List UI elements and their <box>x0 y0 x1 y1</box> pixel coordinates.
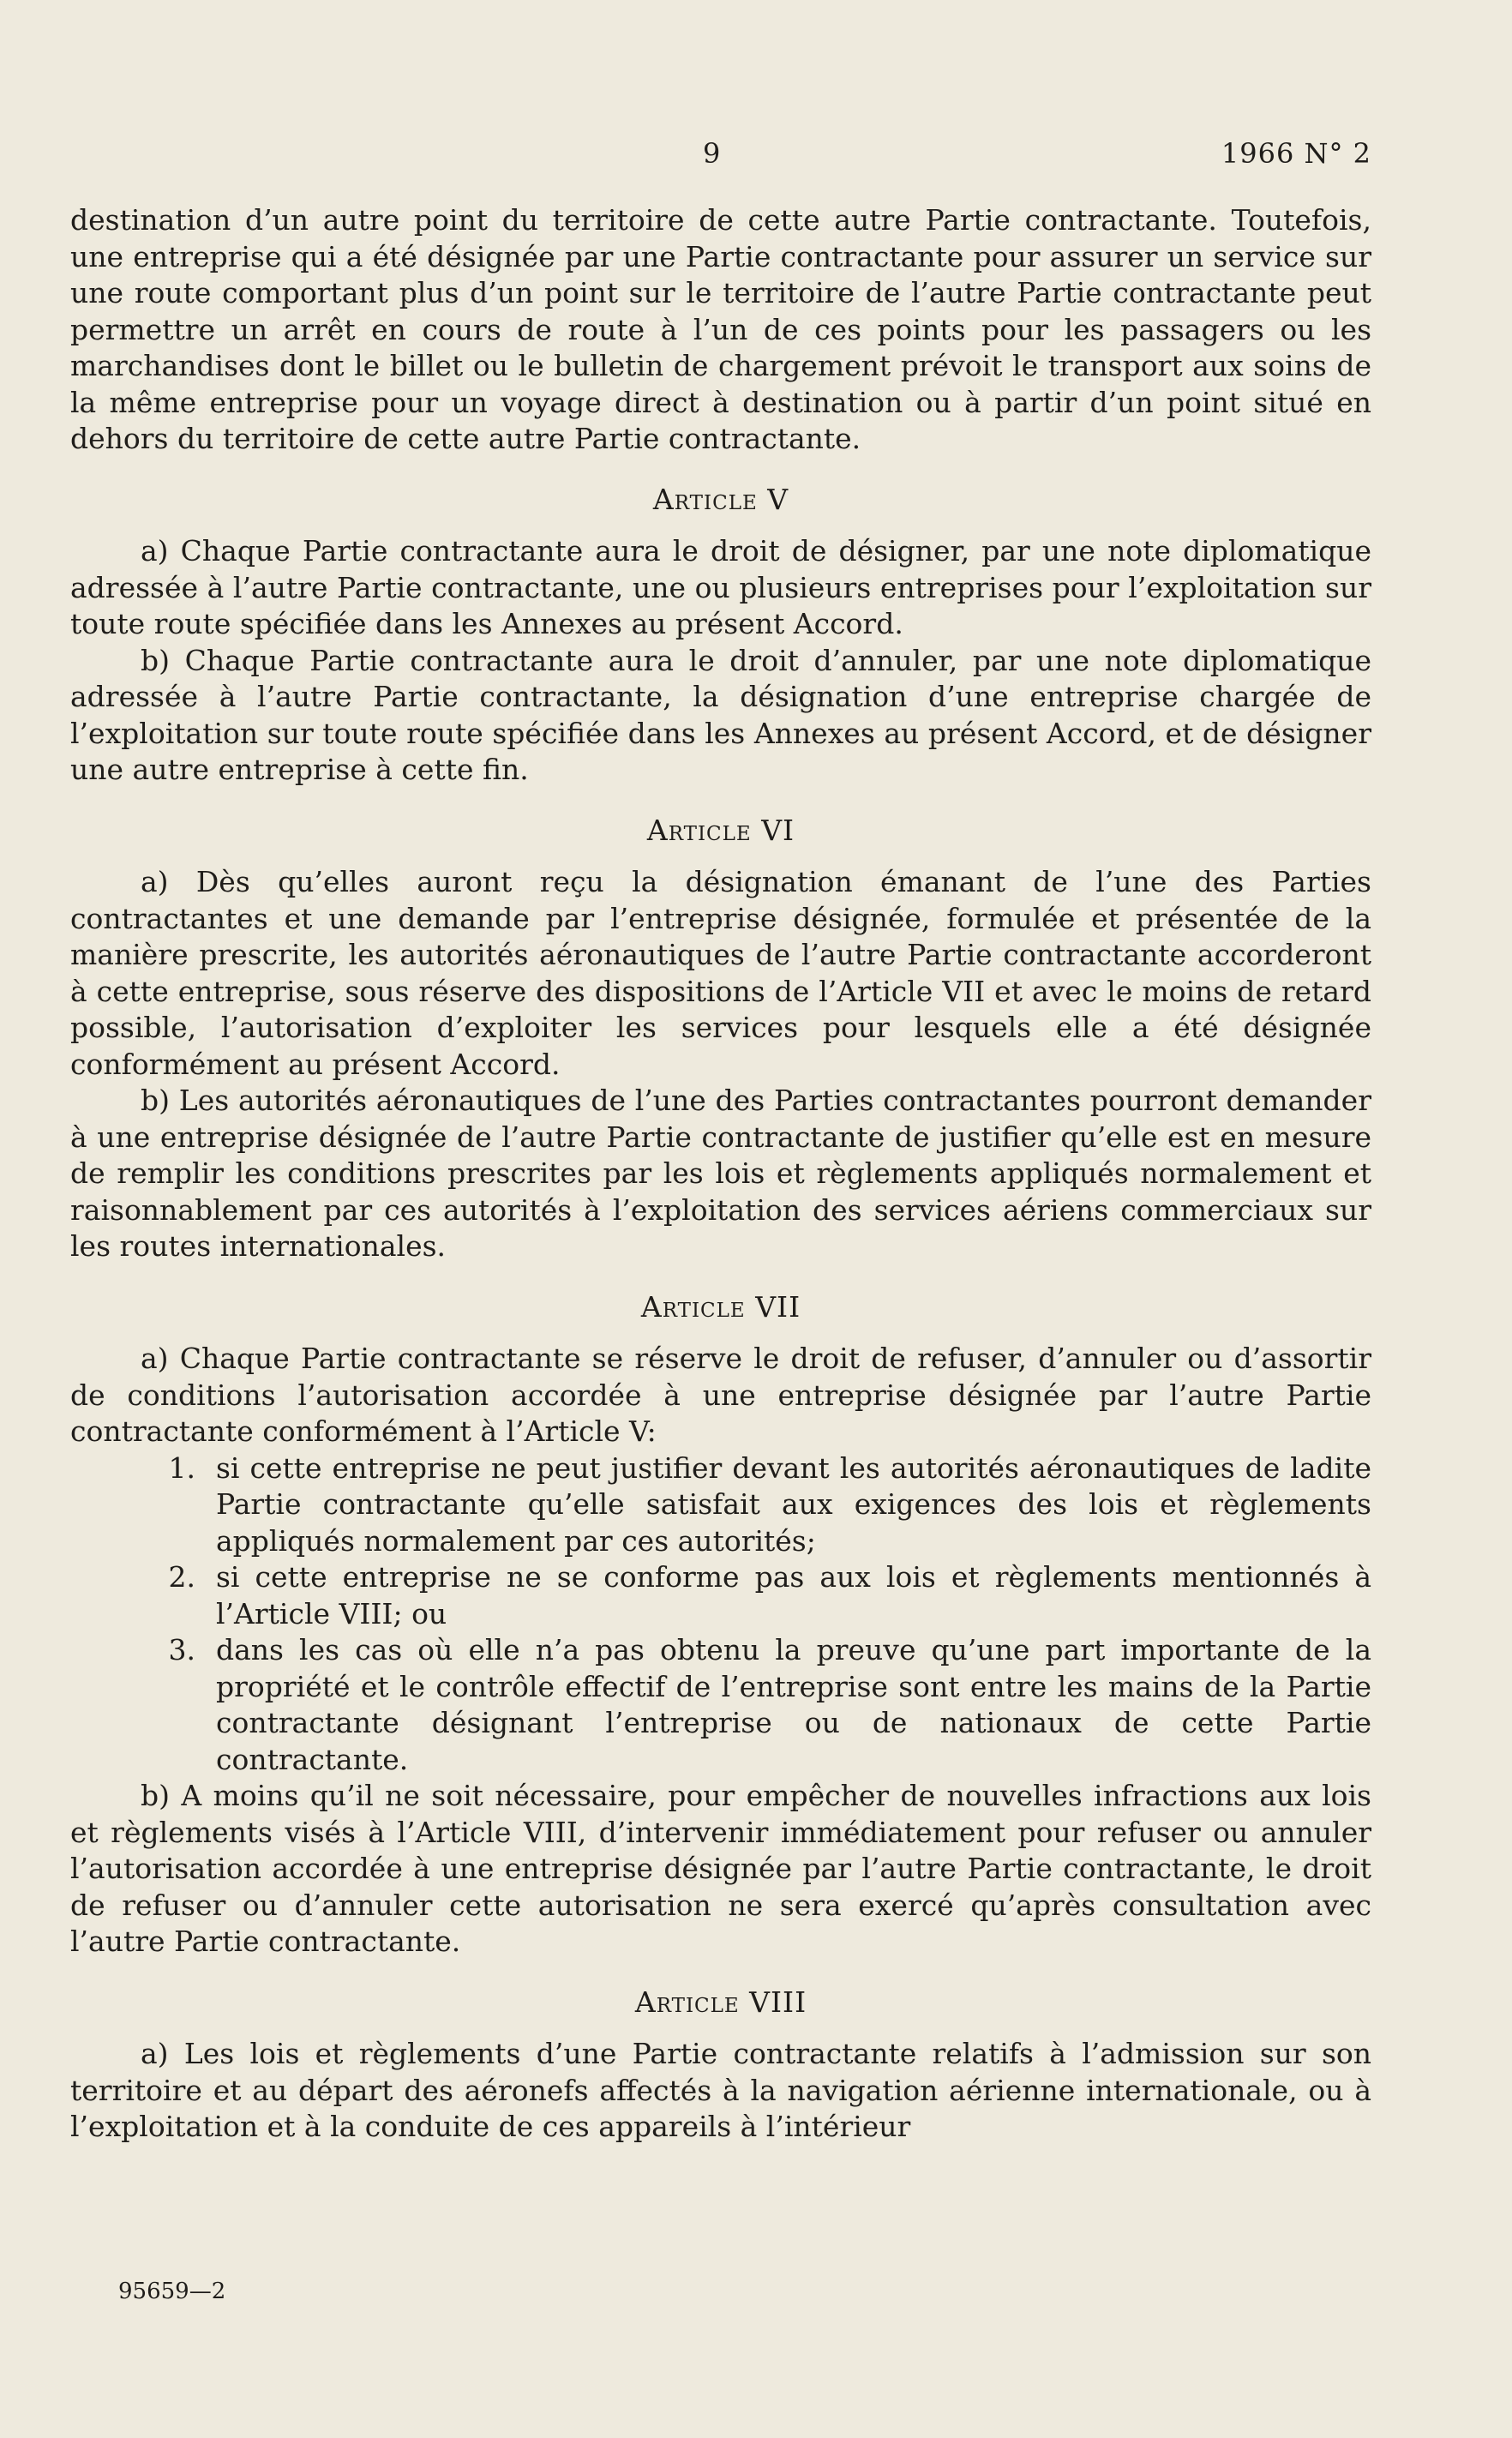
article-6-title: Article VI <box>646 813 795 847</box>
article-6-paragraph-a: a) Dès qu’elles auront reçu la désignation émanant de l’une des Parties contractantes et une demande par l’entreprise désignée, formulée et présentée de la manière prescrite, les autorités aéronautiques de l’autre Partie contractante accorderont à cette entreprise, sous réserve des dispositions de l’Article VII et avec le moins de retard possible, l’autorisation d’exploiter les services pour lesquels elle a été désignée conformément au présent Accord. <box>70 865 1371 1081</box>
article-7-paragraph-b: b) A moins qu’il ne soit nécessaire, pour empêcher de nouvelles infractions aux lois et règlements visés à l’Article VIII, d’intervenir immédiatement pour refuser ou annuler l’autorisation accordée à une entreprise désignée par l’autre Partie contractante, le droit de refuser ou d’annuler cette autorisation ne sera exercé qu’après consultation avec l’autre Partie contractante. <box>70 1779 1371 1958</box>
page-body <box>70 202 1371 2146</box>
printer-code: 95659—2 <box>118 2279 226 2304</box>
page-header <box>69 137 1371 180</box>
article-8-paragraph-a: a) Les lois et règlements d’une Partie contractante relatifs à l’admission sur son territoire et au départ des aéronefs affectés à la navigation aérienne internationale, ou à l’exploitation et à la conduite de ces appareils à l’intérieur <box>70 2037 1371 2143</box>
list-item-text: si cette entreprise ne peut justifier devant les autorités aéronautiques de ladite Partie contractante qu’elle satisfait aux exigences des lois et règlements appliqués normalement par ces autorités; <box>216 1450 1371 1558</box>
article-7-paragraph-a: a) Chaque Partie contractante se réserve le droit de refuser, d’annuler ou d’assortir de conditions l’autorisation accordée à une entreprise désignée par l’autre Partie contractante conformément à l’Article V: <box>70 1342 1371 1448</box>
list-item-number: 1. <box>168 1450 195 1485</box>
article-5-paragraph-a: a) Chaque Partie contractante aura le droit de désigner, par une note diplomatique adressée à l’autre Partie contractante, une ou plusieurs entreprises pour l’exploitation sur toute route spécifiée dans les Annexes au présent Accord. <box>70 534 1371 640</box>
list-item-number: 3. <box>168 1633 195 1666</box>
page-number: 9 <box>703 137 721 170</box>
article-8-title: Article VIII <box>634 1985 807 2019</box>
list-item-number: 2. <box>168 1560 195 1594</box>
intro-paragraph: destination d’un autre point du territoire de cette autre Partie contractante. Toutefois, une entreprise qui a été désignée par une Partie contractante pour assurer un service sur une route comportant plus d’un point sur le territoire de l’autre Partie contractante peut permettre un arrêt en cours de route à l’un de ces points pour les passagers ou les marchandises dont le billet ou le bulletin de chargement prévoit le transport aux soins de la même entreprise pour un voyage direct à destination ou à partir d’un point situé en dehors du territoire de cette autre Partie contractante. <box>70 203 1371 455</box>
list-item-text: dans les cas où elle n’a pas obtenu la preuve qu’une part importante de la propriété et le contrôle effectif de l’entreprise sont entre les mains de la Partie contractante désignant l’entreprise ou de nationaux de cette Partie contractante. <box>216 1633 1371 1776</box>
article-7-conditions-list <box>70 1450 1371 1779</box>
list-item <box>70 1632 1371 1778</box>
list-item-text: si cette entreprise ne se conforme pas aux lois et règlements mentionnés à l’Article VIII; ou <box>216 1560 1371 1630</box>
article-5-paragraph-b: b) Chaque Partie contractante aura le droit d’annuler, par une note diplomatique adressée à l’autre Partie contractante, la désignation d’une entreprise chargée de l’exploitation sur toute route spécifiée dans les Annexes au présent Accord, et de désigner une autre entreprise à cette fin. <box>70 643 1371 786</box>
document-reference: 1966 N° 2 <box>1221 137 1371 170</box>
list-item <box>70 1450 1371 1560</box>
article-6-paragraph-b: b) Les autorités aéronautiques de l’une des Parties contractantes pourront demander à une entreprise désignée de l’autre Partie contractante de justifier qu’elle est en mesure de remplir les conditions prescrites par les lois et règlements appliqués normalement et raisonnablement par ces autorités à l’exploitation des services aériens commerciaux sur les routes internationales. <box>70 1084 1371 1263</box>
list-item <box>70 1559 1371 1632</box>
article-7-title: Article VII <box>640 1289 801 1324</box>
article-5-title: Article V <box>652 482 789 516</box>
